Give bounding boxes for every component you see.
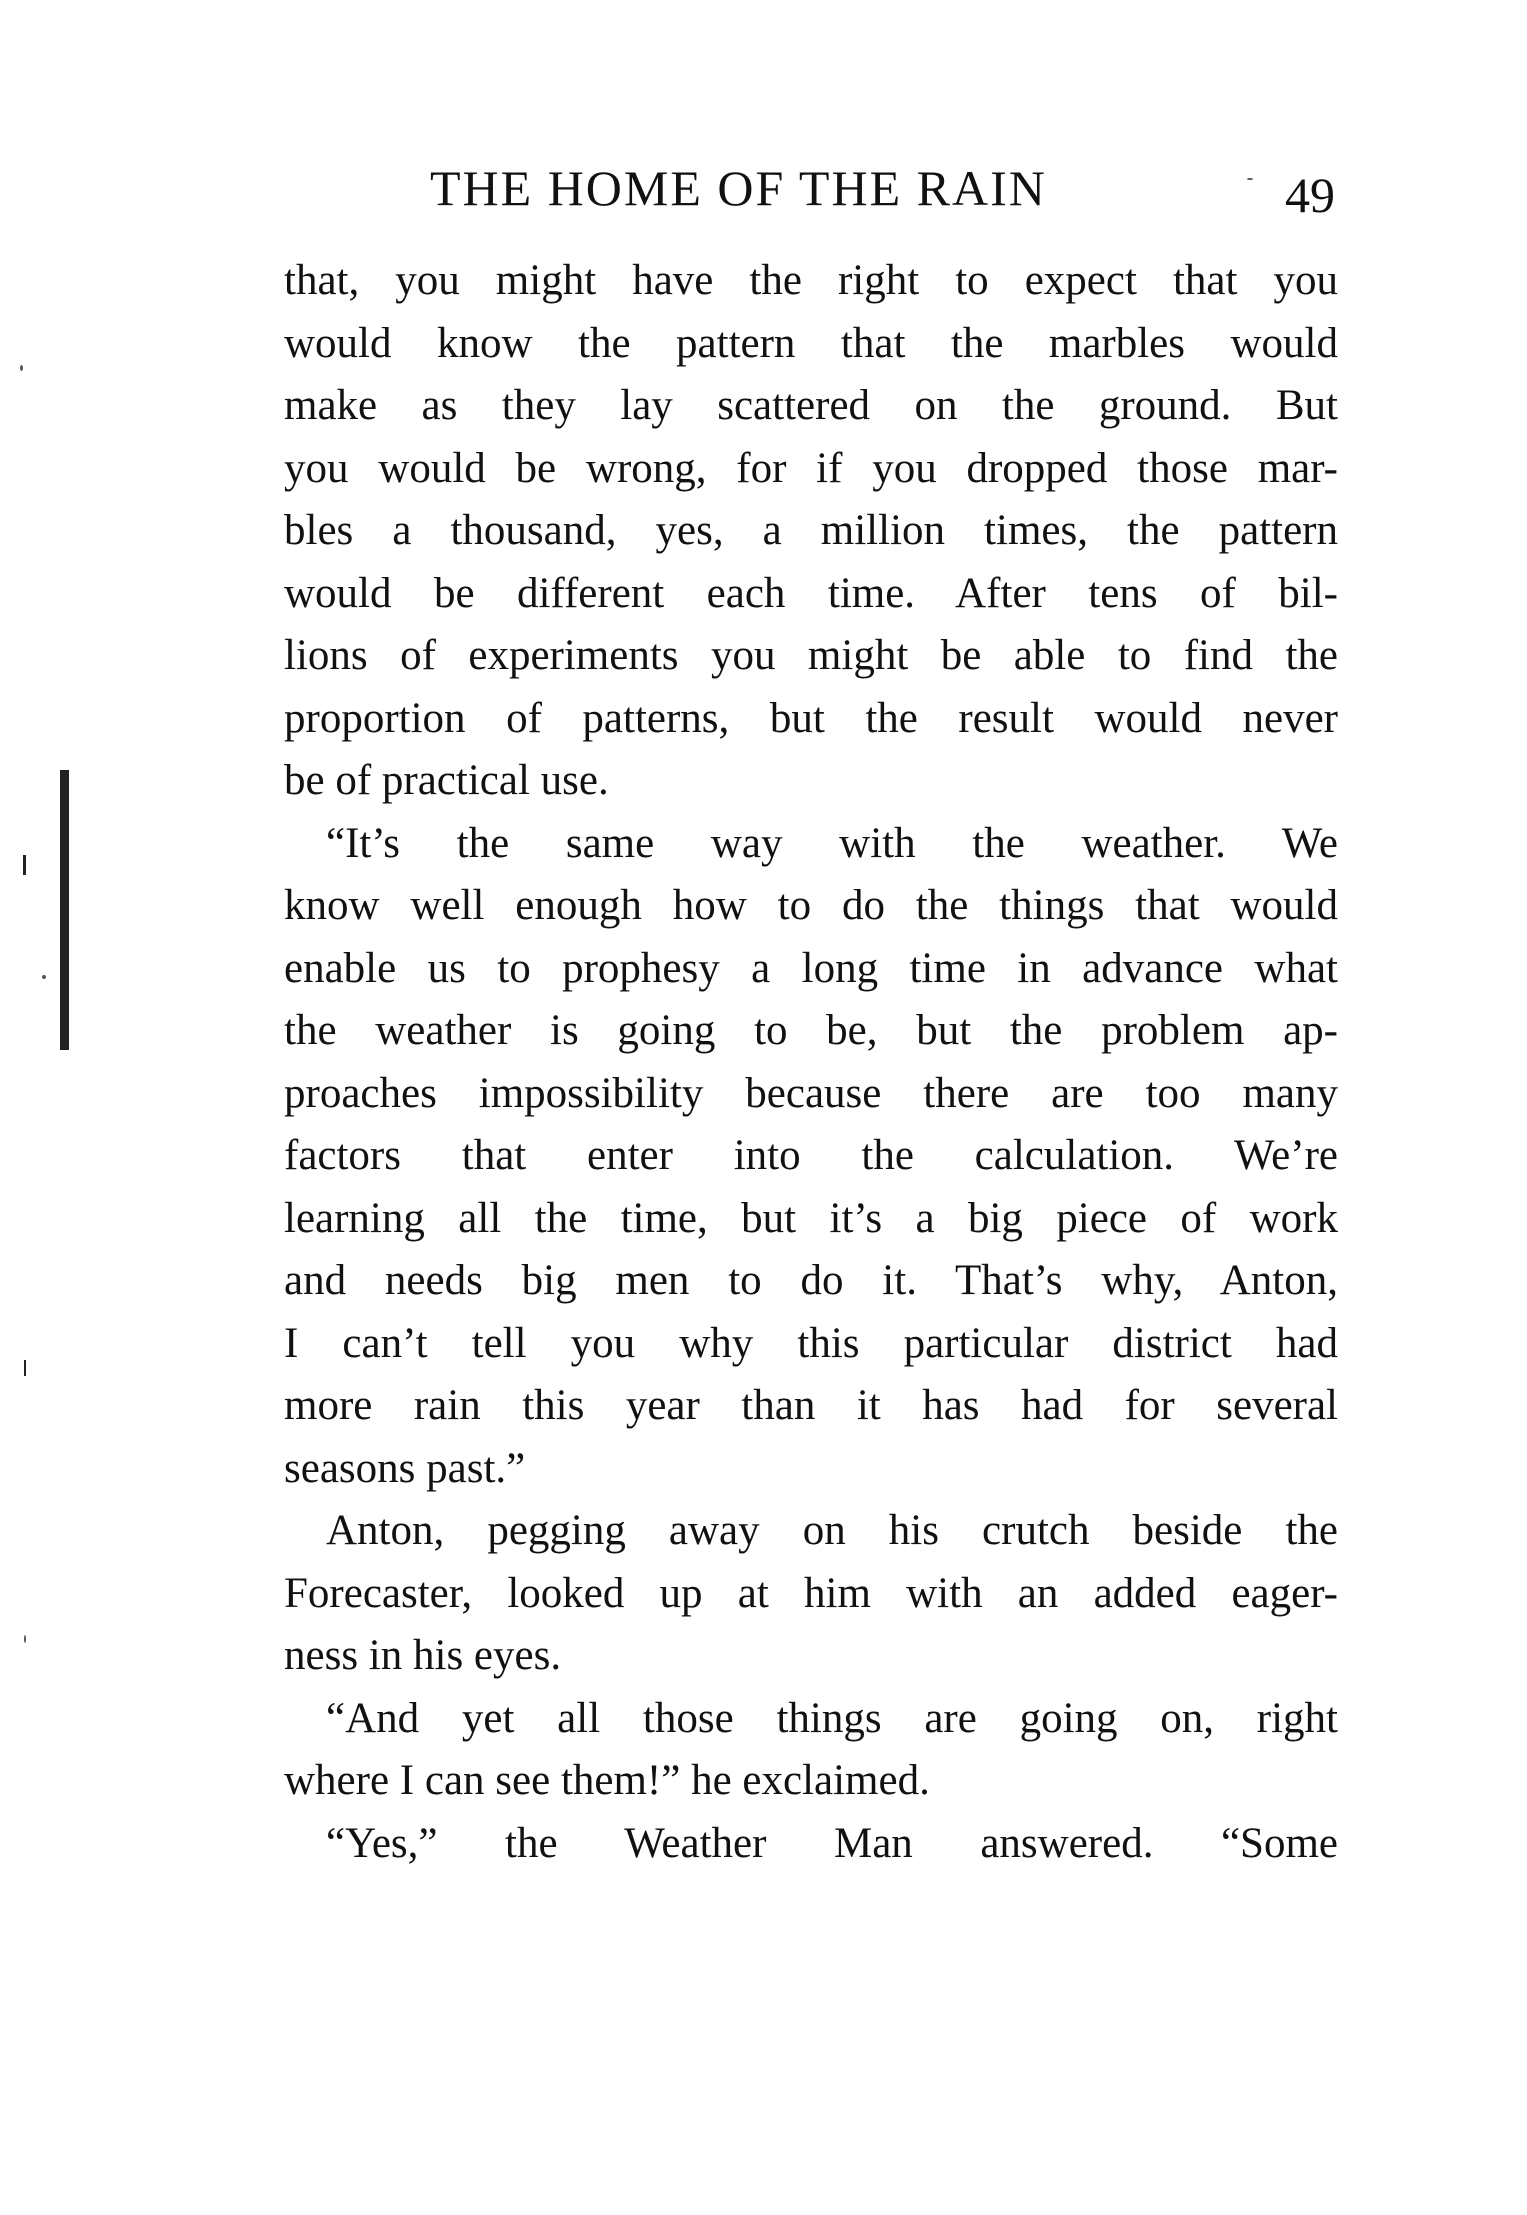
text-line: and needs big men to do it. That’s why, Anton,: [284, 1257, 1338, 1304]
text-line: “And yet all those things are going on, right: [326, 1694, 1338, 1742]
text-line: Forecaster, looked up at him with an added eager-: [284, 1569, 1338, 1617]
text-line: lions of experiments you might be able to find the: [284, 632, 1338, 679]
text-line: know well enough how to do the things that would: [284, 882, 1338, 929]
text-line: “It’s the same way with the weather. We: [326, 819, 1338, 867]
scan-speck: [24, 1635, 26, 1643]
text-line: more rain this year than it has had for several: [284, 1382, 1338, 1429]
scan-speck: [1247, 178, 1253, 180]
text-line: enable us to prophesy a long time in advance what: [284, 944, 1338, 992]
text-line: would be different each time. After tens of bil-: [284, 569, 1338, 617]
text-line: that, you might have the right to expect that you: [284, 257, 1338, 304]
text-line: proportion of patterns, but the result would never: [284, 694, 1338, 742]
scan-speck: [20, 365, 23, 371]
text-line: proaches impossibility because there are too many: [284, 1069, 1338, 1117]
running-head-title: THE HOME OF THE RAIN: [430, 160, 1047, 216]
text-line: be of practical use.: [284, 757, 609, 804]
scan-edge-mark: [23, 855, 26, 875]
scan-edge-mark: [60, 770, 69, 1050]
text-line: “Yes,” the Weather Man answered. “Some: [326, 1819, 1338, 1867]
text-line: bles a thousand, yes, a million times, the pattern: [284, 507, 1338, 554]
scan-speck: [42, 975, 46, 979]
text-line: the weather is going to be, but the problem ap-: [284, 1007, 1338, 1054]
text-line: would know the pattern that the marbles would: [284, 319, 1338, 367]
text-line: learning all the time, but it’s a big piece of work: [284, 1194, 1338, 1242]
text-line: where I can see them!” he exclaimed.: [284, 1757, 930, 1804]
body-text: [284, 250, 1338, 1875]
text-line: seasons past.”: [284, 1444, 526, 1492]
text-line: make as they lay scattered on the ground. But: [284, 382, 1338, 429]
text-line: I can’t tell you why this particular district had: [284, 1319, 1338, 1367]
page-number: 49: [1285, 167, 1335, 223]
text-line: factors that enter into the calculation. We’re: [284, 1132, 1338, 1179]
text-line: you would be wrong, for if you dropped those mar-: [284, 444, 1338, 492]
scan-edge-mark: [24, 1360, 26, 1376]
text-line: ness in his eyes.: [284, 1632, 562, 1679]
text-line: Anton, pegging away on his crutch beside the: [326, 1507, 1338, 1554]
